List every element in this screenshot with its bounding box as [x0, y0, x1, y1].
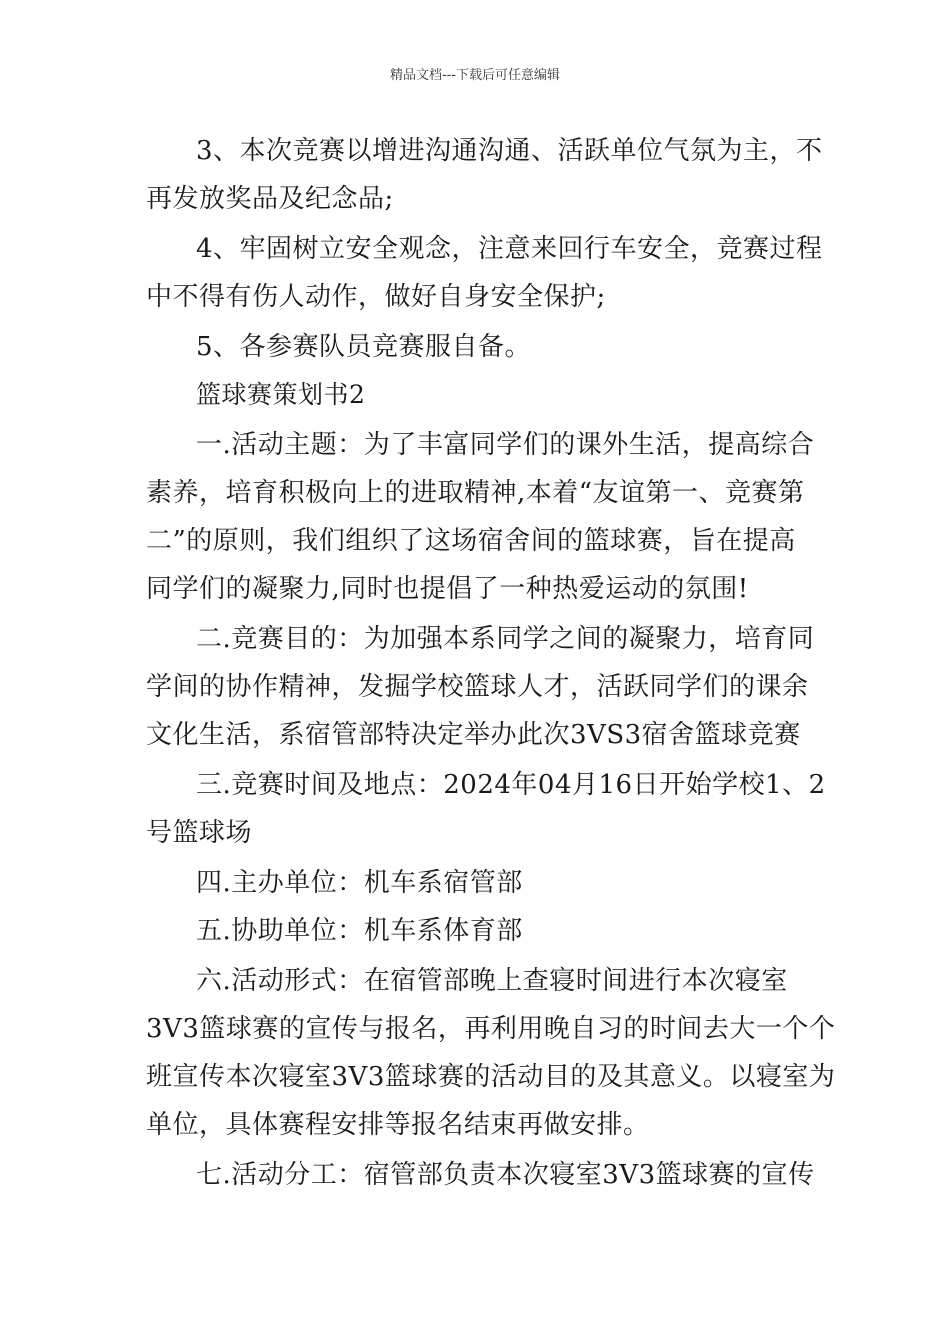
paragraph-line: 素养，培育积极向上的进取精神,本着“友谊第一、竞赛第 — [146, 478, 805, 508]
paragraph-line: 4、牢固树立安全观念，注意来回行车安全，竞赛过程 — [196, 234, 823, 264]
paragraph-line: 六.活动形式：在宿管部晚上查寝时间进行本次寝室 — [196, 966, 788, 996]
paragraph-line: 七.活动分工：宿管部负责本次寝室3V3篮球赛的宣传 — [196, 1160, 815, 1190]
paragraph-line: 二.竞赛目的：为加强本系同学之间的凝聚力，培育同 — [196, 624, 815, 654]
paragraph-line: 再发放奖品及纪念品; — [146, 184, 394, 214]
document-body — [146, 127, 836, 1199]
paragraph-line: 五.协助单位：机车系体育部 — [196, 916, 523, 946]
paragraph-line: 单位，具体赛程安排等报名结束再做安排。 — [146, 1110, 650, 1140]
paragraph-line: 班宣传本次寝室3V3篮球赛的活动目的及其意义。以寝室为 — [146, 1062, 836, 1092]
paragraph-line: 四.主办单位：机车系宿管部 — [196, 868, 523, 898]
paragraph-line: 3、本次竞赛以增进沟通沟通、活跃单位气氛为主，不 — [196, 136, 823, 166]
paragraph-line: 同学们的凝聚力,同时也提倡了一种热爱运动的氛围! — [146, 574, 749, 604]
paragraph-line: 一.活动主题：为了丰富同学们的课外生活，提高综合 — [196, 430, 815, 460]
paragraph-line: 二”的原则，我们组织了这场宿舍间的篮球赛，旨在提高 — [146, 526, 796, 556]
paragraph-line: 3V3篮球赛的宣传与报名，再利用晚自习的时间去大一个个 — [146, 1014, 836, 1044]
page-header: 精品文档---下载后可任意编辑 — [389, 68, 561, 83]
paragraph-line: 学间的协作精神，发掘学校篮球人才，活跃同学们的课余 — [146, 672, 809, 702]
paragraph-line: 中不得有伤人动作，做好自身安全保护; — [146, 282, 606, 312]
paragraph-line: 5、各参赛队员竞赛服自备。 — [196, 332, 532, 362]
paragraph-line: 号篮球场 — [146, 818, 253, 848]
section-title: 篮球赛策划书2 — [196, 380, 366, 409]
paragraph-line: 文化生活，系宿管部特决定举办此次3VS3宿舍篮球竞赛 — [146, 720, 801, 750]
paragraph-line: 三.竞赛时间及地点：2024年04月16日开始学校1、2 — [196, 770, 826, 800]
